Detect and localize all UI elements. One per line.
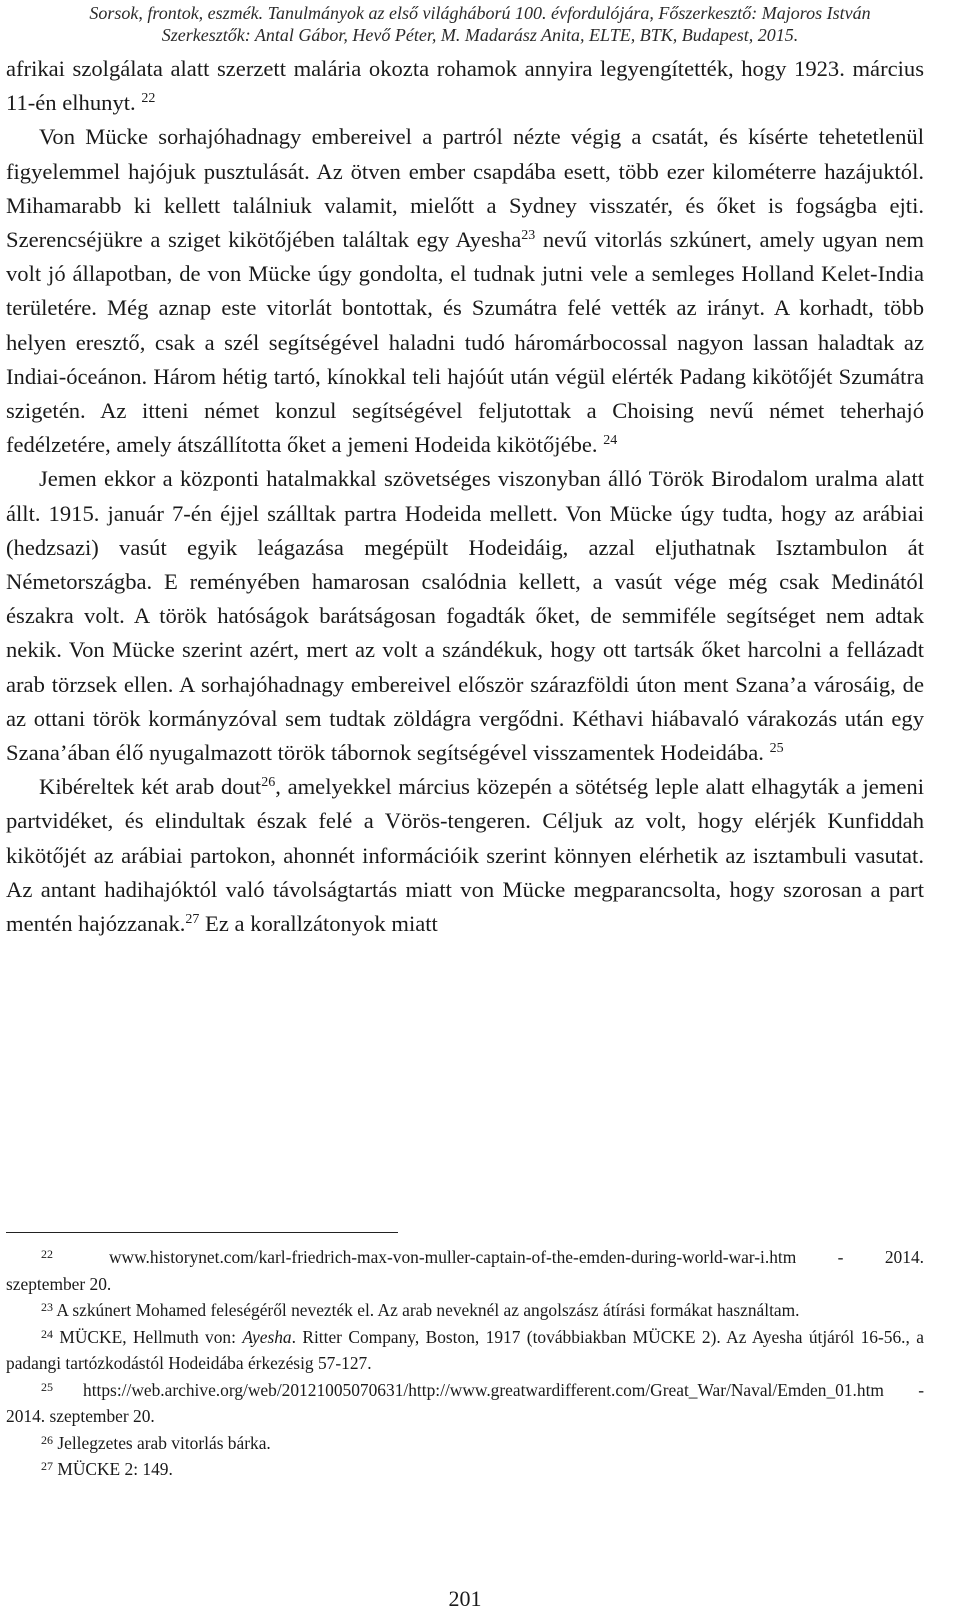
paragraph-2-text-b: nevű vitorlás szkúnert, amely ugyan nem volt jó állapotban, de von Mücke úgy gondolta, el tudnak jutni vele a semleges Holland Kelet-India területére. Még aznap este vitorlát bontottak, és Szumátra felé vették az irányt. A korhadt, több helyen eresztő, csak a szél segítségével haladni tudó háromárbocossal nagyon lassan haladtak az Indiai-óceánon. Három hétig tartó, kínokkal teli hajóút után végül elérték Padang kikötőjét Szumátra szigetén. Az itteni német konzul segítségével feljutottak a Choising nevű német teherhajó fedélzetére, amely átszállította őket a jemeni Hodeida kikötőjébe. [6, 227, 924, 458]
footnote-number: 25 [41, 1379, 53, 1394]
footnote-24 [6, 1324, 924, 1377]
footnote-ref-24[interactable]: 24 [603, 433, 618, 449]
footnote-separator [6, 1232, 398, 1233]
paragraph-4-text-a: Kibéreltek két arab dout [39, 774, 262, 800]
footnotes [6, 1244, 924, 1483]
footnote-number: 22 [41, 1247, 53, 1261]
footnote-ref-26[interactable]: 26 [261, 775, 276, 791]
footnote-ref-25[interactable]: 25 [769, 741, 784, 757]
footnote-ref-27[interactable]: 27 [185, 912, 200, 928]
paragraph-3 [6, 462, 924, 770]
paragraph-2 [6, 120, 924, 462]
footnote-27 [6, 1456, 924, 1483]
footnote-ref-23[interactable]: 23 [521, 228, 536, 244]
footnote-number: 27 [41, 1459, 53, 1473]
header-line-2: Szerkesztők: Antal Gábor, Hevő Péter, M. Madarász Anita, ELTE, BTK, Budapest, 2015. [161, 25, 799, 45]
paragraph-2-text-a: Von Mücke sorhajóhadnagy embereivel a partról nézte végig a csatát, és kísérte tehetetlenül figyelemmel hajójuk pusztulását. Az ötven ember csapdába esett, több ezer kilométerre hazájuktól. Mihamarabb ki kellett találniuk valamit, mielőtt a Sydney visszatér, és őket is fogságba ejti. Szerencséjükre a sziget kikötőjében találtak egy Ayesha [6, 124, 924, 253]
footnote-text[interactable]: www.historynet.com/karl-friedrich-max-von-muller-captain-of-the-emden-during-world-war-i.htm - 2014. szeptember 20. [6, 1247, 924, 1294]
running-header [0, 2, 960, 46]
paragraph-4-text-c: Ez a korallzátonyok miatt [199, 911, 438, 937]
header-line-1: Sorsok, frontok, eszmék. Tanulmányok az első világháború 100. évfordulójára, Főszerkesztő: Majoros István [89, 3, 871, 23]
main-text [6, 52, 924, 941]
footnote-23 [6, 1297, 924, 1324]
footnote-22 [6, 1244, 924, 1297]
footnote-text-post: . Ritter Company, Boston, 1917 (továbbiakban MÜCKE 2). Az Ayesha útjáról 16-56., a padangi tartózkodástól Hodeidába érkezésig 57-127. [6, 1326, 924, 1373]
footnote-text: Jellegzetes arab vitorlás bárka. [57, 1432, 271, 1453]
footnote-number: 23 [41, 1300, 53, 1314]
paragraph-4 [6, 770, 924, 941]
footnote-text: MÜCKE 2: 149. [57, 1459, 173, 1479]
footnote-number: 26 [41, 1432, 53, 1447]
footnote-text: A szkúnert Mohamed feleségéről nevezték el. Az arab neveknél az angolszász átírási formákat használtam. [56, 1300, 800, 1320]
book-title: Ayesha [242, 1326, 292, 1347]
paragraph-4-text-b: , amelyekkel március közepén a sötétség leple alatt elhagyták a jemeni partvidéket, és elindultak észak felé a Vörös-tengeren. Céljuk az volt, hogy elérjék Kunfiddah kikötőjét az arábiai partokon, ahonnét információik szerint könnyen elérhetik az isztambuli vasutat. Az antant hadihajóktól való távolságtartás miatt von Mücke megparancsolta, hogy szorosan a part mentén hajózzanak. [6, 774, 924, 937]
footnote-25 [6, 1377, 924, 1430]
footnote-number: 24 [41, 1326, 53, 1341]
footnote-text-pre: MÜCKE, Hellmuth von: [59, 1326, 243, 1347]
paragraph-1-text: afrikai szolgálata alatt szerzett malária okozta rohamok annyira legyengítették, hogy 1923. március 11-én elhunyt. [6, 56, 924, 116]
paragraph-1 [6, 52, 924, 120]
page-number: 201 [448, 1586, 482, 1611]
footnote-ref-22[interactable]: 22 [141, 91, 156, 107]
paragraph-3-text: Jemen ekkor a központi hatalmakkal szövetséges viszonyban álló Török Birodalom uralma alatt állt. 1915. január 7-én éjjel szálltak partra Hodeida mellett. Von Mücke úgy tudta, hogy az arábiai (hedzsazi) vasút egyik leágazása megépült Hodeidáig, azzal eljuthatnak Isztambulon át Németországba. E reményében hamarosan csalódnia kellett, a vasút vége még csak Medinától északra volt. A török hatóságok barátságosan fogadták őket, de semmiféle segítséget nem adtak nekik. Von Mücke szerint azért, mert az volt a szándékuk, hogy ott tartsák őket harcolni a fellázadt arab törzsek ellen. A sorhajóhadnagy embereivel először szárazföldi úton ment Szana’a városáig, de az ottani török kormányzóval sem tudtak zöldágra vergődni. Kéthavi hiábavaló várakozás után egy Szana’ában élő nyugalmazott török tábornok segítségével visszamentek Hodeidába. [6, 466, 924, 766]
footnote-26 [6, 1430, 924, 1457]
footnote-text[interactable]: https://web.archive.org/web/20121005070631/http://www.greatwardifferent.com/Great_War/Naval/Emden_01.htm - 2014. szeptember 20. [6, 1379, 924, 1426]
